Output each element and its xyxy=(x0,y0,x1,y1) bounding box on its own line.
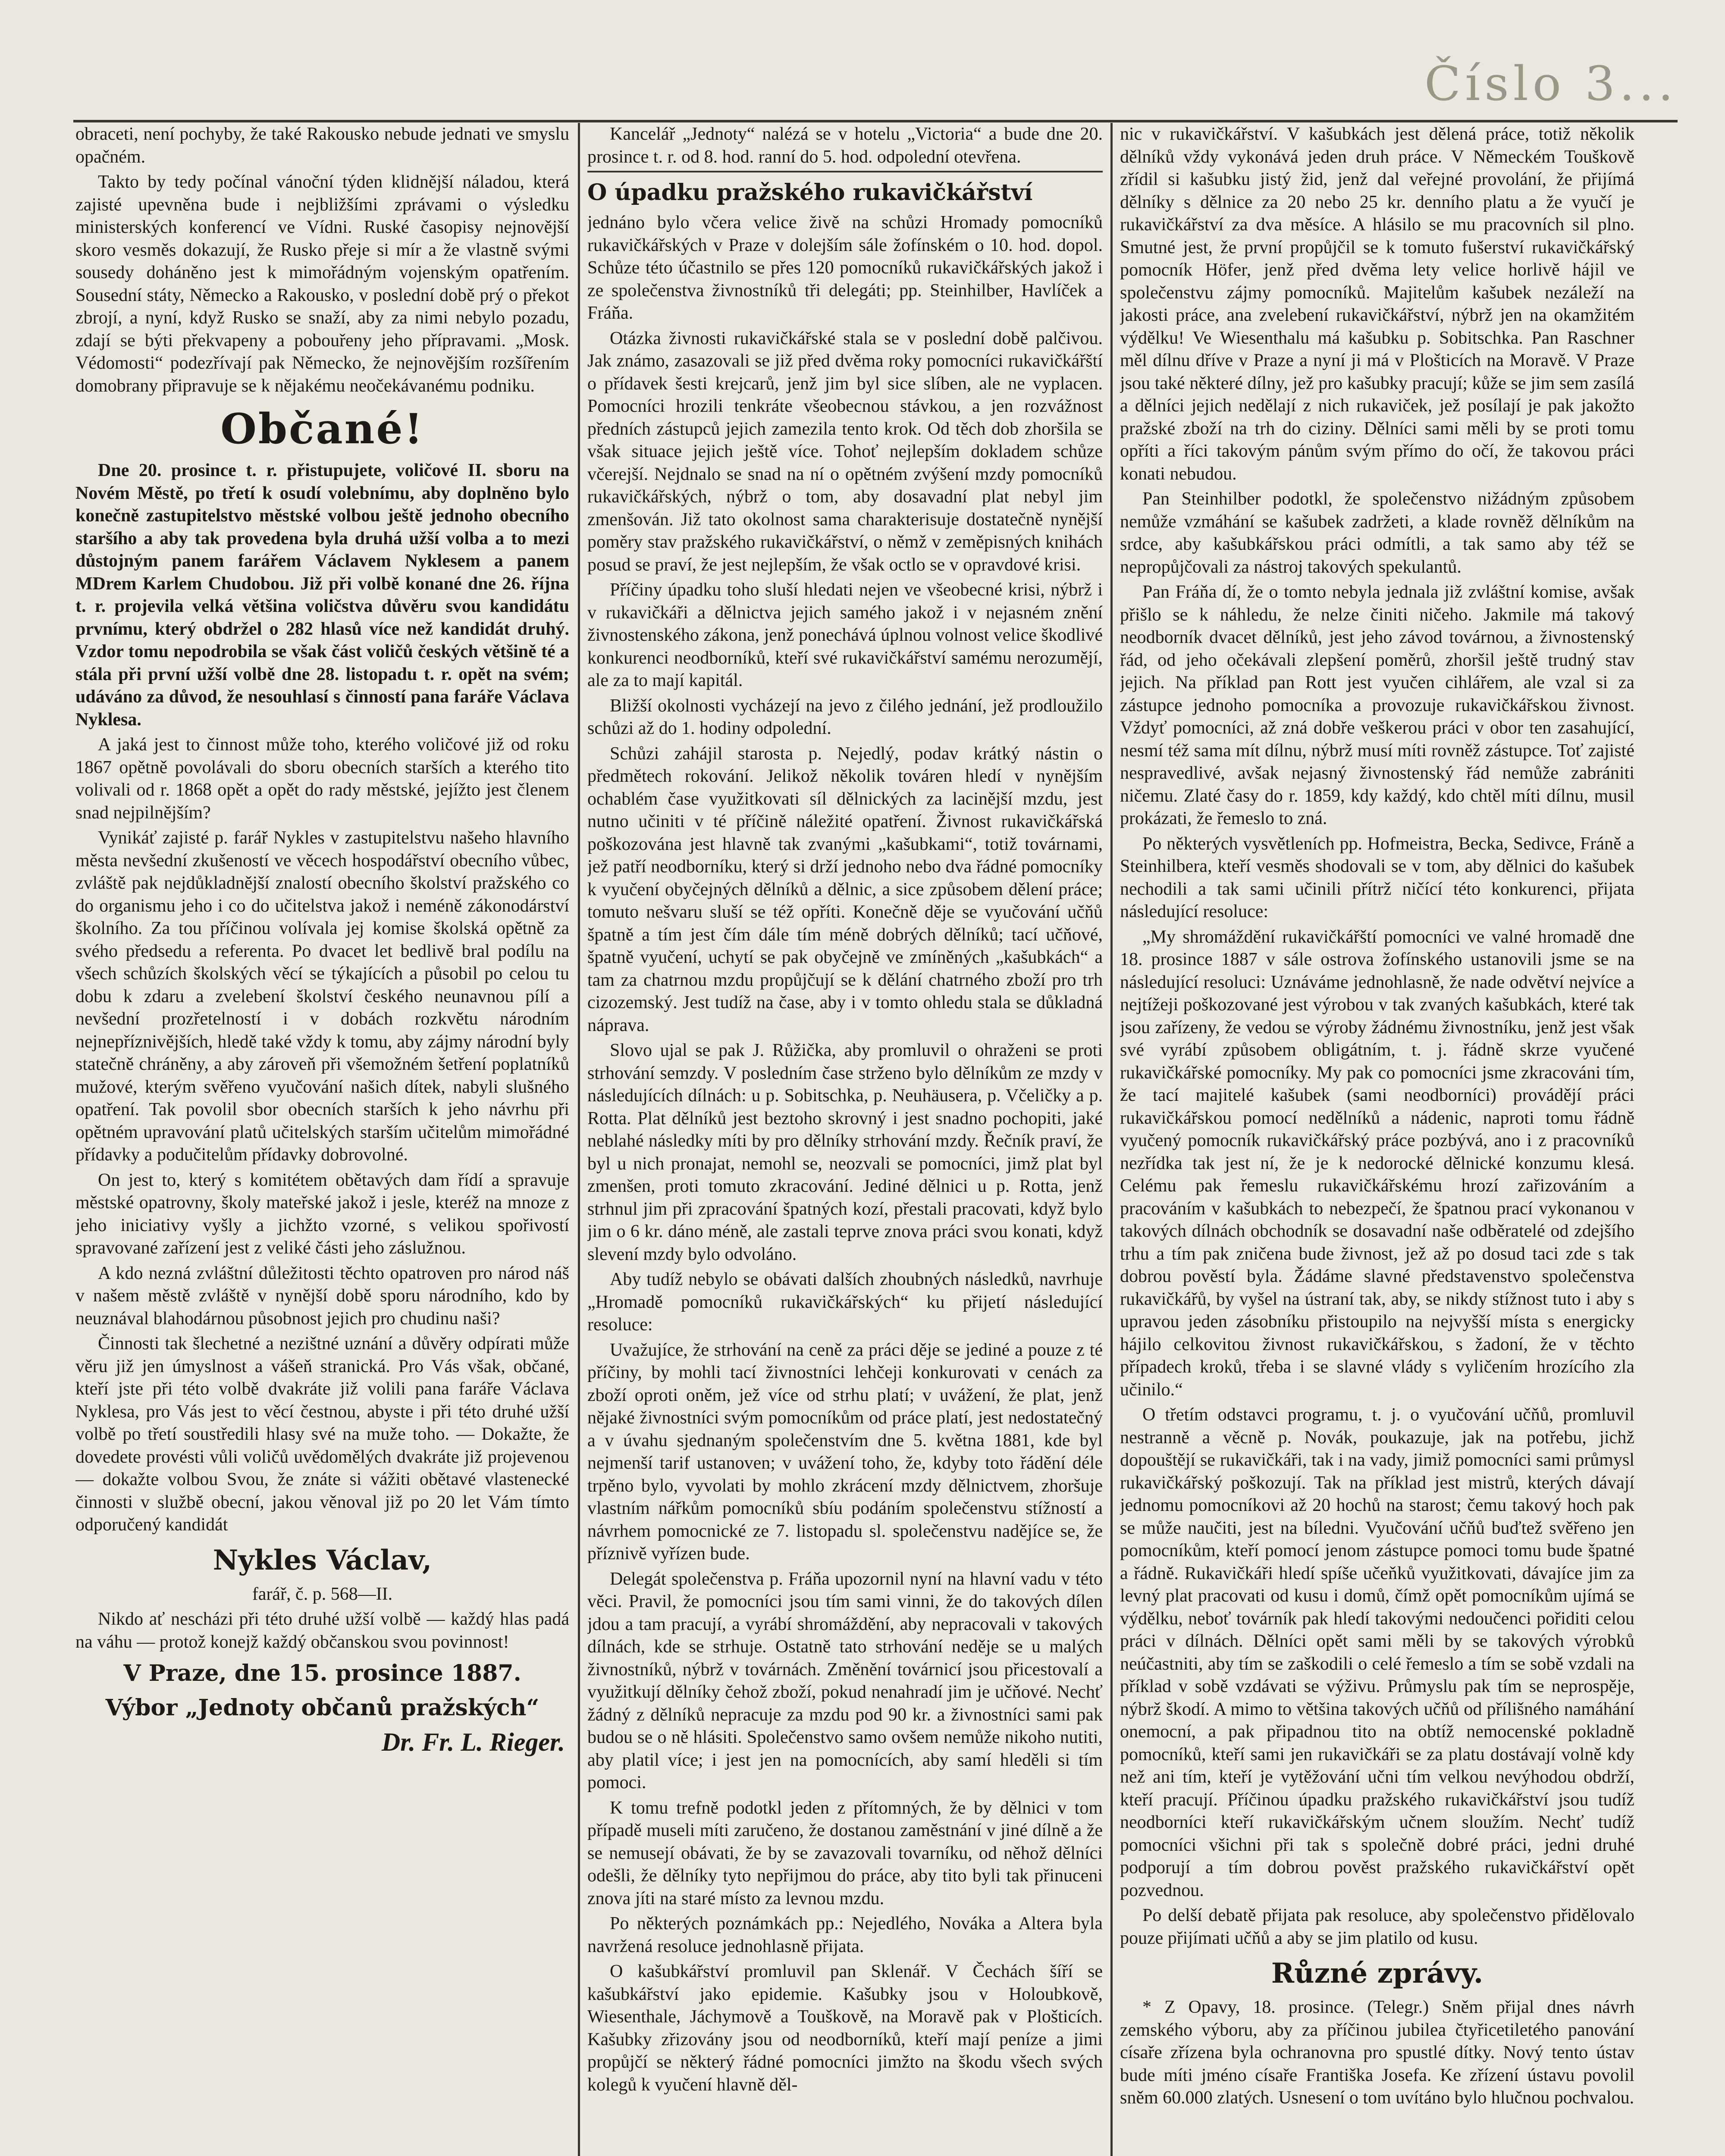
paragraph: obraceti, není pochyby, že také Rakousko nebude jednati ve smyslu opačném. xyxy=(75,124,569,167)
paragraph: Uvažujíce, že strhování na ceně za práci děje se jediné a pouze z té příčiny, by mohli tací živnostníci lehčeji konkurovati v cenách za zboží oproti oněm, jež více od strhu platí; v uvážení, že plat, jenž nějaké živnostníci svým pomocníkům od práce platí, jest nedostatečný a v úvahu sjednaným společenstvím dne 5. května 1881, kde byl nejmenší tarif ustanoven; v uvážení toho, že, kdyby toto řádění déle trpěno bylo, vyvolati by mohlo zkrácení mzdy dělnictvem, zhoršuje vlastním nářkům pomocníků sbíu podáním společenstvu stížností a návrhem pomocnické ze 7. listopadu sl. společenstvu nadějíce se, že příznivě vyřízen bude. xyxy=(587,1340,1103,1564)
column-divider xyxy=(1110,123,1113,2156)
paragraph: Pan Fráňa dí, že o tomto nebyla jednala již zvláštní komise, avšak přišlo se k náhledu, že nelze činiti ničeho. Jakmile má takový neodborník dvacet dělníků, jest jeho závod továrnou, a živnostenský řád, od jeho očekávali zlepšení poměrů, zhoršil ještě trudný stav jejich. Na příklad pan Rott jest vyučen cihlářem, ale vzal si za zástupce jednoho pomocníka a provozuje rukavičkářskou živnost. Vždyť pomocníci, až zná dobře veškerou práci v obor ten zasahující, nesmí též sama mít dílnu, nýbrž musí míti rovněž zástupce. Toť zajisté nespravedlivé, avšak nejasný živnostenský řád nemůže zabrániti ničemu. Zlaté časy do r. 1859, kdy každý, kdo chtěl míti dílnu, musil prokázati, že řemeslo to zná. xyxy=(1120,582,1634,828)
section-heading: Občané! xyxy=(220,404,424,453)
paragraph: O třetím odstavci programu, t. j. o vyučování učňů, promluvil nestranně a věcně p. Novák, poukazuje, jak na potřebu, jichž dopouštějí se rukavičkáři, tak i na vady, jimiž pomocníci sami průmysl rukavičkářský poškozují. Tak na příklad jest mistrů, kterých dávají jednomu pomocníkovi až 20 hochů na starost; čemu takový hoch pak se může naučiti, jest na bíledni. Vyučování učňů buďtež svěřeno jen pomocníkům, kteří pomocí jenom zástupce pomoci tomu bude špatné a řádně. Rukavičkáři hledí spíše učeňků využitkovati, dávajíce jim za levný plat pracovati od kusu i domů, čímž opět pomocníkům ujímá se výdělku, neboť továrník pak hledí takovými nedoučenci pořiditi celou práci v dílnách. Dělníci opět sami měli by se takových výrobků neúčastniti, aby tím se zaškodili o celé řemeslo a tím se sobě vzdali na příklad v sobě vzdávati se výživu. Průmyslu pak tím se neprospěje, nýbrž škodí. A mimo to většina takových učňů od přílišného namáhání onemocní, a pak připadnou tito na obtíž nemocenské pokladně pomocníků, kteří sami jen rukavičkáři se za platu dostávají volně kdy než ani tím, kteří je vytěžování učni tím velkou nevýhodou obdrží, kteří pracují. Příčinou úpadku pražského rukavičkářství jsou tudíž neodborníci kteří rukavičkářským učnem sloužím. Nechť tudíž pomocníci všichni při tak s společně dobré práci, jedni druhé podporují a tím dobrou pověst pražského rukavičkářství opět pozvednou. xyxy=(1120,1405,1634,1900)
section-heading: Různé zprávy. xyxy=(1271,1957,1484,1990)
page-number: Číslo 3... xyxy=(1424,56,1678,111)
page-header xyxy=(73,56,1678,121)
candidate-subtitle: farář, č. p. 568—II. xyxy=(252,1584,393,1604)
paragraph: Otázka živnosti rukavičkářské stala se v poslední době palčivou. Jak známo, zasazovali se již před dvěma roky pomocníci rukavičkářští o přídavek šesti krejcarů, jenž jim byl sice slíben, ale ne vyplacen. Pomocníci hrozili tenkráte všeobecnou stávkou, a jen rozvážnost předních zástupců jejich zamezila tento krok. Od těch dob zhoršila se však situace jejich ještě více. Tohoť nejlepším dokladem schůze včerejší. Nejdnalo se snad na ní o opětném zvýšení mzdy pomocníků rukavičkářských, nýbrž o tom, aby dosavadní plat nebyl jim zmenšován. Již tato okolnost sama charakterisuje dostatečně nynější poměry stav pražského rukavičkářství, o němž v zeměpisných knihách posud se praví, že jest nejlepším, že však octlo se v opravdové krisi. xyxy=(587,328,1103,575)
candidate-name: Nykles Václav, xyxy=(213,1544,432,1576)
paragraph: Schůzi zahájil starosta p. Nejedlý, podav krátký nástin o předmětech rokování. Jelikož několik továren hledí v nynějším ochablém čase využitkovati síl dělnických za lacinější mzdu, jest nutno učiniti v té příčině náležité opatření. Živnost rukavičkářská poškozována jest hlavně tak zvanými „kašubkami“, totiž továrnami, jež patří neodborníku, který si drží jednoho nebo dva řádné pomocníky k vyučení obyčejných dělníků a dělnic, a sice způsobem dělení práce; tomuto nešvaru sluší se též opříti. Konečně děje se vyučování učňů špatně a tím jest čím dále tím méně dobrých dělníků; tací učňové, špatně vyučení, uchytí se pak obyčejně ve zmíněných „kašubkách“ a tam za chatrnou mzdu propůjčují se k dělání chatrného zboží pro trh cizozemský. Jest tudíž na čase, aby i v tomto ohledu stala se důkladná náprava. xyxy=(587,743,1103,1035)
paragraph: Po některých poznámkách pp.: Nejedlého, Nováka a Altera byla navržená resoluce jednohlasně přijata. xyxy=(587,1914,1103,1956)
dateline: V Praze, dne 15. prosince 1887. xyxy=(123,1660,521,1686)
notice: Kancelář „Jednoty“ nalézá se v hotelu „Victoria“ a bude dne 20. prosince t. r. od 8. hod. ranní do 5. hod. odpolední otevřena. xyxy=(587,124,1103,167)
paragraph: Nikdo ať nescházi při této druhé užší volbě — každý hlas padá na váhu — protož konejž každý občanskou svou povinnost! xyxy=(75,1609,569,1652)
paragraph: Po některých vysvětleních pp. Hofmeistra, Becka, Sedivce, Fráně a Steinhilbera, kteří vesměs shodovali se v tom, aby dělnici do kašubek nechodili a tak sami učinili přítrž ničící této konkurenci, přijata následující resoluce: xyxy=(1120,834,1634,921)
paragraph: K tomu trefně podotkl jeden z přítomných, že by dělnici v tom případě museli míti zaručeno, že dostanou zaměstnání v jiné dílně a že se nemusejí obávati, že by se zavazovali tovarníku, od něhož dělníci odešli, že dělníky tyto nepřijmou do práce, aby tito byli tak přinuceni znova jíti na staré místo za levnou mzdu. xyxy=(587,1798,1103,1908)
paragraph: Takto by tedy počínal vánoční týden klidnější náladou, která zajisté upevněna bude i nejbližšími zprávami o výsledku ministerských konferencí ve Vídni. Ruské časopisy nejnovější skoro vesměs dokazují, že Rusko přeje si mír a že vlastně svými sousedy doháněno jest k mimořádným vojenským opatřením. Sousední státy, Německo a Rakousko, v poslední době prý o překot zbrojí, a nyní, když Rusko se snaží, aby za nimi nebylo pozadu, zdají se býti překvapeny a pobouřeny jeho přípravami. „Mosk. Védomosti“ podezřívají pak Německo, že nejnovějším rozšířením domobrany připravuje se k nějakému neočekávanému podniku. xyxy=(75,172,569,396)
paragraph: nic v rukavičkářství. V kašubkách jest dělená práce, totiž několik dělníků vždy vykonává jeden druh práce. V Německém Touškově zřídil si kašubku jistý žid, jenž dal veřejné provolání, že přijímá dělníky s dělnice za 20 nebo 25 kr. denního platu a že vyučí je rukavičkářství za dva měsíce. A hlásilo se mu pracovních sil plno. Smutné jest, že první propůjčil se k tomuto fušerství rukavičkářský pomocník Höfer, jenž před dvěma lety velice horlivě hájil ve společenstvu zájmy pomocníků. Majitelům kašubek nezáleží na jakosti práce, ana zvelebení rukavičkářství, nýbrž jen na okamžitém výdělku! Ve Wiesenthalu má kašubku p. Sobitschka. Pan Raschner měl dílnu dříve v Praze a nyní ji má v Plošticích na Moravě. V Praze jsou také některé dílny, jež pro kašubky pracují; kůže se jim sem zasílá a dělníci jejich nedělají z nich rukaviček, jež posílají je pak jakožto pražské zboží na trh do ciziny. Dělníci sami měli by se proti tomu opříti a říci takovým pánům svým přímo do očí, že takovou práci konati nebudou. xyxy=(1120,124,1634,484)
paragraph: jednáno bylo včera velice živě na schůzi Hromady pomocníků rukavičkářských v Praze v dolejším sále žofínském o 10. hod. dopol. Schůze této účastnilo se přes 120 pomocníků rukavičkářských jakož i ze společenstva živnostníků tři delegáti; pp. Steinhilber, Havlíček a Fráňa. xyxy=(587,213,1103,323)
rule xyxy=(587,171,1103,172)
paragraph: Po delší debatě přijata pak resoluce, aby společenstvo přidělovalo pouze přijímati učňů a aby se jim platilo od kusu. xyxy=(1120,1905,1634,1948)
paragraph: On jest to, který s komitétem obětavých dam řídí a spravuje městské opatrovny, školy mateřské jakož i jesle, kteréž na mnoze z jeho iniciativy vyšly a jichžto vzorné, s velikou spořivostí spravované zařízení jest z veliké části jeho záslužnou. xyxy=(75,1170,569,1258)
article-heading: O úpadku pražského rukavičkářství xyxy=(587,179,1033,206)
paragraph: A kdo nezná zvláštní důležitosti těchto opatroven pro národ náš v našem městě zvláště v nynější době sporu národního, kdo by neuznával blahodárnou působnost jejich pro chudinu naši? xyxy=(75,1263,569,1329)
paragraph: Bližší okolnosti vycházejí na jevo z čilého jednání, jež prodloužilo schůzi až do 1. hodiny odpolední. xyxy=(587,696,1103,738)
paragraph: Aby tudíž nebylo se obávati dalších zhoubných následků, navrhuje „Hromadě pomocníků rukavičkářských“ ku přijetí následující resoluce: xyxy=(587,1269,1103,1335)
header-rule xyxy=(73,120,1678,122)
paragraph: Pan Steinhilber podotkl, že společenstvo nižádným způsobem nemůže vzmáhání se kašubek zadržeti, a klade rovněž dělníkům na srdce, aby kašubkářskou práci odmítli, a tak samo aby též se nepropůjčovali za nástroj takových spekulantů. xyxy=(1120,489,1634,577)
signature: Dr. Fr. L. Rieger. xyxy=(381,1728,565,1756)
paragraph: * Z Opavy, 18. prosince. (Telegr.) Sněm přijal dnes návrh zemského výboru, aby za příčinou jubilea čtyřicetiletého panování císaře zřízena byla ochranovna pro spustlé dítky. Nový tento ústav bude míti jméno císaře Františka Josefa. Ke zřízení ústavu povolil sněm 60.000 zlatých. Usnesení o tom uvítáno bylo hlučnou pochvalou. xyxy=(1120,1997,1634,2108)
paragraph: Příčiny úpadku toho sluší hledati nejen ve všeobecné krisi, nýbrž i v rukavičkáři a dělnictva jejich samého jakož i v nejasném znění živnostenského zákona, jenž ponechává úplnou volnost velice škodlivé konkurenci neodborníků, kteří své rukavičkářství samému nerozumějí, ale za to mají kapitál. xyxy=(587,580,1103,690)
paragraph: O kašubkářství promluvil pan Sklenář. V Čechách šíří se kašubkářství jako epidemie. Kašubky jsou v Holoubkově, Wiesenthale, Jáchymově a Touškově, na Moravě pak v Plošticích. Kašubky zřizovány jsou od neodborníků, kteří mají peníze a jimi propůjčí se některý řádné pomocníci jimžto na škodu všech svých kolegů k vyučení hlavně děl- xyxy=(587,1962,1103,2095)
paragraph: Delegát společenstva p. Fráňa upozornil nyní na hlavní vadu v této věci. Pravil, že pomocníci jsou tím sami vinni, že do takových dílen jdou a tam pracují, a vyrábí shromáždění, aby nepracovali v takových dílnách, kde se strhuje. Ostatně tato strhování neděje se u malých živnostníků, nýbrž v továrnách. Změnění továrnicí jsou přicestovalí a využitkují dělníky čehož zboží, pokud nenahradí jim je učňové. Nechť žádný z dělníků nepracuje za mzdu pod 90 kr. a živnostníci sami pak budou se o ně hlásiti. Společenstvo samo ovšem nemůže nikoho nutiti, aby platil více; i jest jen na pomocnících, aby samí hleděli si tím pomoci. xyxy=(587,1569,1103,1792)
paragraph: Dne 20. prosince t. r. přistupujete, voličové II. sboru na Novém Městě, po třetí k osudí volebnímu, aby doplněno bylo konečně zastupitelstvo městské volbou ještě jednoho obecního staršího a aby tak provedena byla druhá užší volba a to mezi důstojným panem farářem Václavem Nyklesem a panem MDrem Karlem Chudobou. Již při volbě konané dne 26. října t. r. projevila velká většina voličstva důvěru svou kandidátu prvnímu, který obdržel o 282 hlasů více než kandidát druhý. Vzdor tomu nepodrobila se však část voličů českých většině té a stála při první užší volbě dne 28. listopadu t. r. opět na svém; udáváno za důvod, že nesouhlasí s činností pana faráře Václava Nyklesa. xyxy=(75,461,569,730)
column-divider xyxy=(578,123,580,2156)
paragraph: A jaká jest to činnost může toho, kterého voličové již od roku 1867 opětně povolávali do sboru obecních starších a kterého tito volivali od r. 1868 opět a opět do rady městské, jejížto jest členem snad nejpilnějším? xyxy=(75,735,569,823)
paragraph: Vynikáť zajisté p. farář Nykles v zastupitelstvu našeho hlavního města nevšední zkušeností ve věcech hospodářství obecního vůbec, zvláště pak nejdůkladnější znalostí obecního školství pražského co do organismu jeho i co do učitelstva jakož i neméně zákonodárství školního. Za tou příčinou volívala jej komise školská opětně za svého předsedu a referenta. Po dvacet let bedlivě bral podílu na všech schůzích školských věcí se týkajících a působil po celou tu dobu k zdaru a zvelebení školství českého neunavnou pílí a nevšední prozřetelností i v dobách rozkvětu národním nejnepříznivějších, hledě také vždy k tomu, aby zájmy národní byly statečně chráněny, a aby zároveň při všemožném šetření poplatníků mužové, kterým svěřeno vyučování našich dítek, nabyli slušného opatření. Tak povolil sbor obecních starších k jeho návrhu při opětném upravování platů učitelských starším učitelům mimořádné přídavky a podučitelům přídavky dobrovolné. xyxy=(75,828,569,1165)
column-3 xyxy=(1120,123,1634,2156)
committee-name: Výbor „Jednoty občanů pražských“ xyxy=(105,1695,539,1721)
column-2 xyxy=(587,123,1103,2156)
paragraph: „My shromáždění rukavičkářští pomocníci ve valné hromadě dne 18. prosince 1887 v sále ostrova žofínského ustanovili jsme se na následující resoluci: Uznáváme jednohlasně, že nade odvětví nejvíce a nejtížeji poškozované jest výrobou v tak zvaných kašubkách, které tak jsou zařízeny, že vedou se výroby žádnému živnostníku, jenž jest však své vyrábí způsobem obligátním, t. j. řádně skrze vyučené rukavičkářské pomocníky. My pak co pomocníci jsme zkracováni tím, že tací majitelé kašubek (sami neodborníci) provádějí práci rukavičkářskou pomocí nedělníků a nádenic, naproti tomu řádně vyučený pomocník rukavičkářský práce pozbývá, ano i z pracovníků nezřídka tak jest ní, že je k nedorocké dělnické konzumu klesá. Celému pak řemeslu rukavičkářskému hrozí zařizováním a pracováním v kašubkách to nebezpečí, že špatnou prací vykonanou v takových dílnách obchodník se dosavadní naše odběratelé od zdejšího trhu a tím pak zničena bude živnost, jež až po dosud taci zde s tak dobrou pověstí byla. Žádáme slavné představenstvo společenstva rukavičkářů, by vyšel na ústraní tak, aby, se nikdy stížnost tuto i aby s upravou jeden zásobníku přistoupilo na nejvyšší místa s energicky hájilo celkovitou živnost rukavičkářskou, s žadoní, že v těchto případech kroků, třeba i se slavné vlády s vyličením hrozícího zla učinilo.“ xyxy=(1120,927,1634,1400)
paragraph: Slovo ujal se pak J. Růžička, aby promluvil o ohraženi se proti strhování semzdy. V posledním čase strženo bylo dělníkům ze mzdy v následujících dílnách: u p. Sobitschka, p. Neuhäusera, p. Včeličky a p. Rotta. Plat dělníků jest beztoho skrovný i jest snadno pochopiti, jaké neblahé následky míti by pro dělníky strhování mzdy. Řečník praví, že byl u nich pronajat, nemohl se, neozvali se pomocníci, jimž plat byl zmenšen, proti tomuto zkracování. Jediné dělnici u p. Rotta, jenž strhnul jim při zpracování špatných kozí, přestali pracovati, když bylo jim o 6 kr. dáno méně, ale zastali teprve znova práci svou konati, když slevení mzdy bylo odvoláno. xyxy=(587,1040,1103,1264)
column-1 xyxy=(75,123,569,2156)
paragraph: Činnosti tak šlechetné a nezištné uznání a důvěry odpírati může věru již jen úmyslnost a vášeň stranická. Pro Vás však, občané, kteří jste při této volbě dvakráte již volili pana faráře Václava Nyklesa, pro Vás jest to věcí čestnou, abyste i při této druhé užší volbě po třetí soustředili hlasy své na muže toho. — Dokažte, že dovedete provésti vůli voličů uvědomělých dvakráte již projevenou — dokažte volbou Svou, že znáte si vážiti obětavé vlastenecké činnosti v službě obecní, jakou věnoval již po 20 let Vám tímto odporučený kandidát xyxy=(75,1334,569,1535)
